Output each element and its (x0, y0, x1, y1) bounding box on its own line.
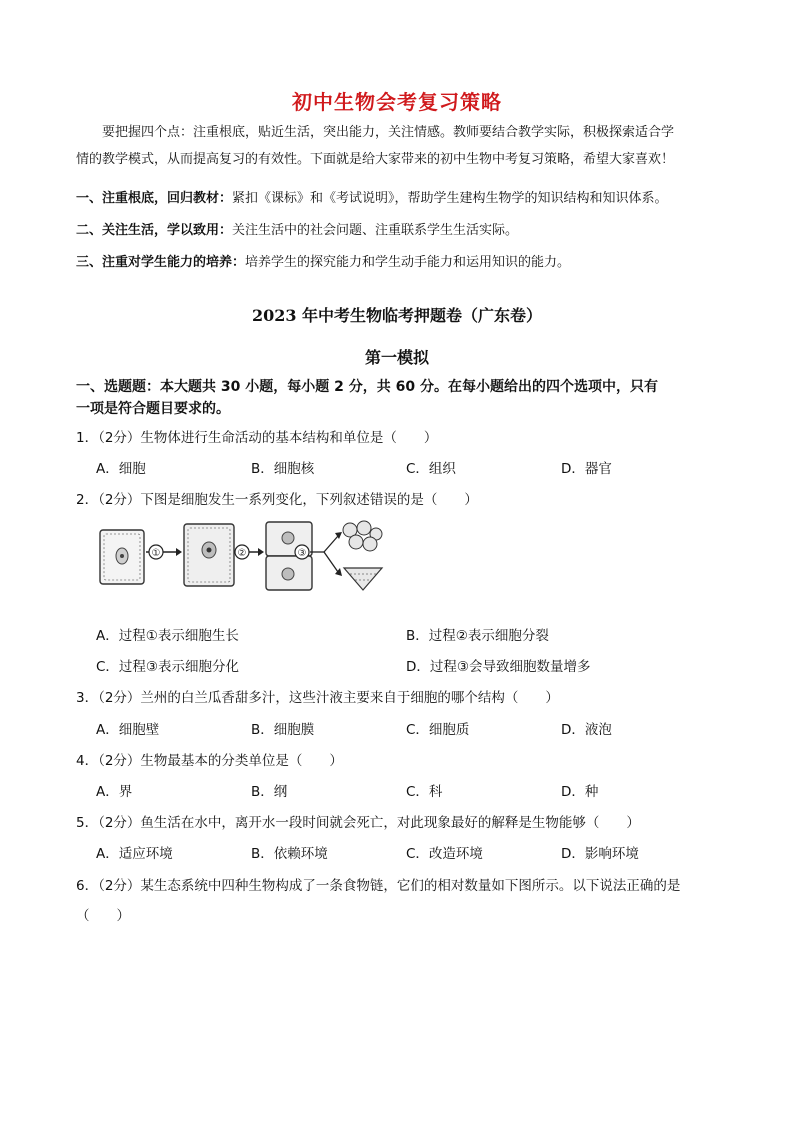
cell-2 (184, 524, 234, 586)
strategy-point-3-lead: 三、注重对学生能力的培养： (76, 255, 246, 270)
question-5-option-c[interactable]: C．改造环境 (406, 846, 483, 862)
strategy-point-2-text: 关注生活中的社会问题、注重联系学生生活实际。 (232, 223, 519, 238)
cell-change-figure (98, 520, 388, 594)
exam-subtitle: 第一模拟 (364, 348, 429, 367)
intro-line-1 (76, 119, 726, 146)
intro-text-2: 情的教学模式，从而提高复习的有效性。下面就是给大家带来的初中生物中考复习策略，希望大家喜欢！ (76, 152, 675, 167)
question-4-option-a[interactable]: A．界 (96, 784, 133, 800)
question-2-option-d[interactable]: D．过程③会导致细胞数量增多 (406, 659, 591, 675)
question-6-stem: 6．（2分）某生态系统中四种生物构成了一条食物链，它们的相对数量如下图所示。以下说法正确的是 (76, 878, 681, 894)
question-5-stem: 5．（2分）鱼生活在水中，离开水一段时间就会死亡，对此现象最好的解释是生物能够（ ） (76, 815, 640, 831)
question-1-option-b[interactable]: B．细胞核 (251, 461, 315, 477)
question-2-option-a[interactable]: A．过程①表示细胞生长 (96, 628, 239, 644)
question-4-option-c[interactable]: C．科 (406, 784, 443, 800)
exam-title: 2023 年中考生物临考押题卷（广东卷） (251, 306, 543, 325)
intro-line-2 (76, 146, 726, 173)
section-heading-line-1: 一、选题题：本大题共 30 小题，每小题 2 分，共 60 分。在每小题给出的四个选项中，只有 (76, 379, 658, 395)
differentiated-tissue-2 (344, 568, 382, 590)
question-3-option-c[interactable]: C．细胞质 (406, 722, 470, 738)
question-2-option-c[interactable]: C．过程③表示细胞分化 (96, 659, 240, 675)
question-4-option-d[interactable]: D．种 (561, 784, 599, 800)
strategy-point-2-lead: 二、关注生活，学以致用： (76, 223, 233, 238)
strategy-point-1-lead: 一、注重根底，回归教材： (76, 191, 233, 206)
question-5-option-b[interactable]: B．依赖环境 (251, 846, 328, 862)
question-3-option-d[interactable]: D．液泡 (561, 722, 612, 738)
strategy-point-2 (76, 219, 736, 238)
question-5-option-d[interactable]: D．影响环境 (561, 846, 639, 862)
question-3-stem: 3．（2分）兰州的白兰瓜香甜多汁，这些汁液主要来自于细胞的哪个结构（ ） (76, 690, 559, 706)
question-3-option-b[interactable]: B．细胞膜 (251, 722, 315, 738)
intro-paragraph (76, 119, 726, 173)
cell-1 (100, 530, 144, 584)
arrow-step-1 (146, 545, 182, 559)
arrow-step-2 (235, 545, 264, 559)
section-heading-line-2: 一项是符合题目要求的。 (76, 401, 230, 417)
question-3-option-a[interactable]: A．细胞壁 (96, 722, 160, 738)
strategy-point-1 (76, 187, 736, 206)
step-3-label: ③ (297, 548, 307, 559)
strategy-point-1-text: 紧扣《课标》和《考试说明》，帮助学生建构生物学的知识结构和知识体系。 (232, 191, 668, 206)
question-2-stem: 2．（2分）下图是细胞发生一系列变化，下列叙述错误的是（ ） (76, 492, 478, 508)
question-6-stem-continued: （ ） (76, 908, 130, 924)
question-1-option-d[interactable]: D．器官 (561, 461, 612, 477)
question-4-option-b[interactable]: B．纲 (251, 784, 288, 800)
section-heading (76, 376, 736, 420)
strategy-point-3 (76, 251, 736, 270)
step-1-label: ① (151, 548, 161, 559)
question-1-option-a[interactable]: A．细胞 (96, 461, 146, 477)
question-5-option-a[interactable]: A．适应环境 (96, 846, 173, 862)
strategy-point-3-text: 培养学生的探究能力和学生动手能力和运用知识的能力。 (245, 255, 571, 270)
step-2-label: ② (237, 548, 247, 559)
page-title: 初中生物会考复习策略 (292, 90, 502, 114)
differentiated-tissue-1 (343, 521, 382, 551)
question-2-option-b[interactable]: B．过程②表示细胞分裂 (406, 628, 549, 644)
question-1-option-c[interactable]: C．组织 (406, 461, 456, 477)
intro-text-1: 要把握四个点：注重根底，贴近生活，突出能力，关注情感。教师要结合教学实际，积极探索适合学 (102, 125, 675, 140)
question-1-stem: 1．（2分）生物体进行生命活动的基本结构和单位是（ ） (76, 430, 438, 446)
question-4-stem: 4．（2分）生物最基本的分类单位是（ ） (76, 753, 343, 769)
